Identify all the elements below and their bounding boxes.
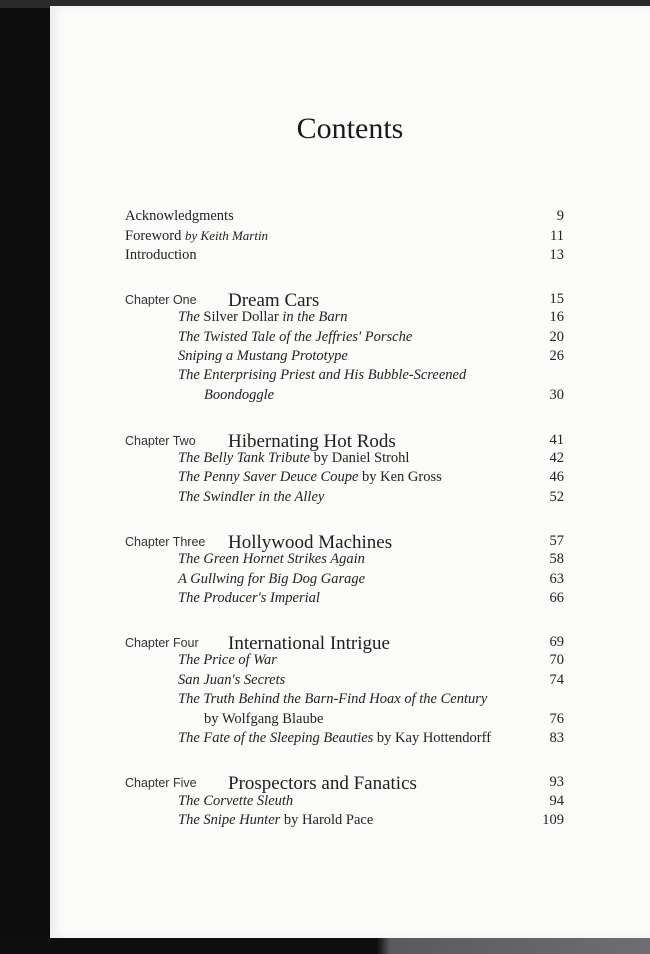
toc-entry-title: San Juan's Secrets xyxy=(178,672,286,688)
toc-entry-title: The Fate of the Sleeping Beauties by Kay Hottendorff xyxy=(178,730,492,746)
toc-page-number: 83 xyxy=(549,730,564,746)
toc-entry-author: by Ken Gross xyxy=(358,469,442,485)
toc-page-number: 70 xyxy=(549,652,564,668)
toc-entry-continuation xyxy=(50,387,650,409)
toc-page-number: 109 xyxy=(542,812,564,828)
toc-entry-title: Sniping a Mustang Prototype xyxy=(178,348,348,364)
toc-entry xyxy=(50,551,650,573)
toc-entry-title: The Producer's Imperial xyxy=(178,590,320,606)
toc-entry-title: The Penny Saver Deuce Coupe by Ken Gross xyxy=(178,469,442,485)
chapter-label: Chapter Five xyxy=(125,776,197,790)
toc-entry-title: The Silver Dollar in the Barn xyxy=(178,309,348,325)
toc-page-number: 20 xyxy=(549,329,564,345)
toc-entry xyxy=(50,367,650,389)
toc-page-number: 15 xyxy=(549,291,564,307)
toc-entry-author: by Kay Hottendorff xyxy=(373,730,492,746)
chapter-title: International Intrigue xyxy=(228,633,390,654)
toc-page-number: 9 xyxy=(556,208,564,224)
toc-page-number: 69 xyxy=(549,634,564,650)
toc-entry-author: by Keith Martin xyxy=(185,228,269,243)
toc-entry xyxy=(50,489,650,511)
toc-entry xyxy=(50,812,650,834)
toc-entry-author: by Harold Pace xyxy=(280,812,374,828)
toc-entry xyxy=(50,691,650,713)
toc-entry xyxy=(50,309,650,331)
toc-page-number: 11 xyxy=(550,228,564,244)
toc-page-number: 63 xyxy=(549,571,564,587)
toc-page-number: 52 xyxy=(549,489,564,505)
toc-entry-title: The Corvette Sleuth xyxy=(178,793,294,809)
toc-page-number: 16 xyxy=(549,309,564,325)
toc-page-number: 30 xyxy=(549,387,564,403)
toc-page-number: 58 xyxy=(549,551,564,567)
toc-page-number: 76 xyxy=(549,711,564,727)
toc-entry-title: The Green Hornet Strikes Again xyxy=(178,551,365,567)
toc-entry-title: Foreword by Keith Martin xyxy=(125,228,269,244)
toc-entry-title: The Swindler in the Alley xyxy=(178,489,325,505)
toc-page-number: 57 xyxy=(549,533,564,549)
toc-entry-author: by Daniel Strohl xyxy=(309,450,410,466)
toc-entry-acknowledgments xyxy=(50,208,650,230)
toc-page-number: 42 xyxy=(549,450,564,466)
book-binding xyxy=(0,0,50,954)
toc-entry-author: by Wolfgang Blaube xyxy=(204,711,324,727)
toc-entry-introduction xyxy=(50,247,650,269)
toc-entry-title: The Enterprising Priest and His Bubble-Screened xyxy=(178,367,467,383)
chapter-heading-five xyxy=(50,773,650,795)
toc-page-number: 13 xyxy=(549,247,564,263)
toc-entry xyxy=(50,652,650,674)
toc-entry-title: The Price of War xyxy=(178,652,277,668)
toc-entry-title: A Gullwing for Big Dog Garage xyxy=(178,571,366,587)
chapter-title: Hibernating Hot Rods xyxy=(228,431,396,452)
chapter-label: Chapter Four xyxy=(125,636,199,650)
toc-entry-title: Acknowledgments xyxy=(125,208,234,224)
toc-page-number: 94 xyxy=(549,793,564,809)
toc-page-number: 41 xyxy=(549,432,564,448)
toc-entry-title: The Belly Tank Tribute by Daniel Strohl xyxy=(178,450,410,466)
page-bottom-edge xyxy=(0,938,650,954)
chapter-title: Dream Cars xyxy=(228,290,320,311)
toc-entry xyxy=(50,730,650,752)
toc-page-number: 74 xyxy=(549,672,564,688)
toc-entry-title: The Truth Behind the Barn-Find Hoax of the Century xyxy=(178,691,488,707)
toc-entry-title-cont: Boondoggle xyxy=(204,387,275,403)
chapter-title: Prospectors and Fanatics xyxy=(228,773,417,794)
toc-entry-title: Introduction xyxy=(125,247,197,263)
chapter-title: Hollywood Machines xyxy=(228,532,393,553)
page-title: Contents xyxy=(296,112,404,145)
book-page xyxy=(50,6,650,939)
toc-page-number: 66 xyxy=(549,590,564,606)
toc-entry xyxy=(50,469,650,491)
chapter-label: Chapter Three xyxy=(125,535,206,549)
toc-entry-title: The Twisted Tale of the Jeffries' Porsche xyxy=(178,329,413,345)
chapter-label: Chapter Two xyxy=(125,434,196,448)
toc-page-number: 93 xyxy=(549,774,564,790)
toc-entry xyxy=(50,590,650,612)
toc-page-number: 46 xyxy=(549,469,564,485)
toc-page-number: 26 xyxy=(549,348,564,364)
chapter-label: Chapter One xyxy=(125,293,197,307)
toc-entry-title: The Snipe Hunter by Harold Pace xyxy=(178,812,374,828)
